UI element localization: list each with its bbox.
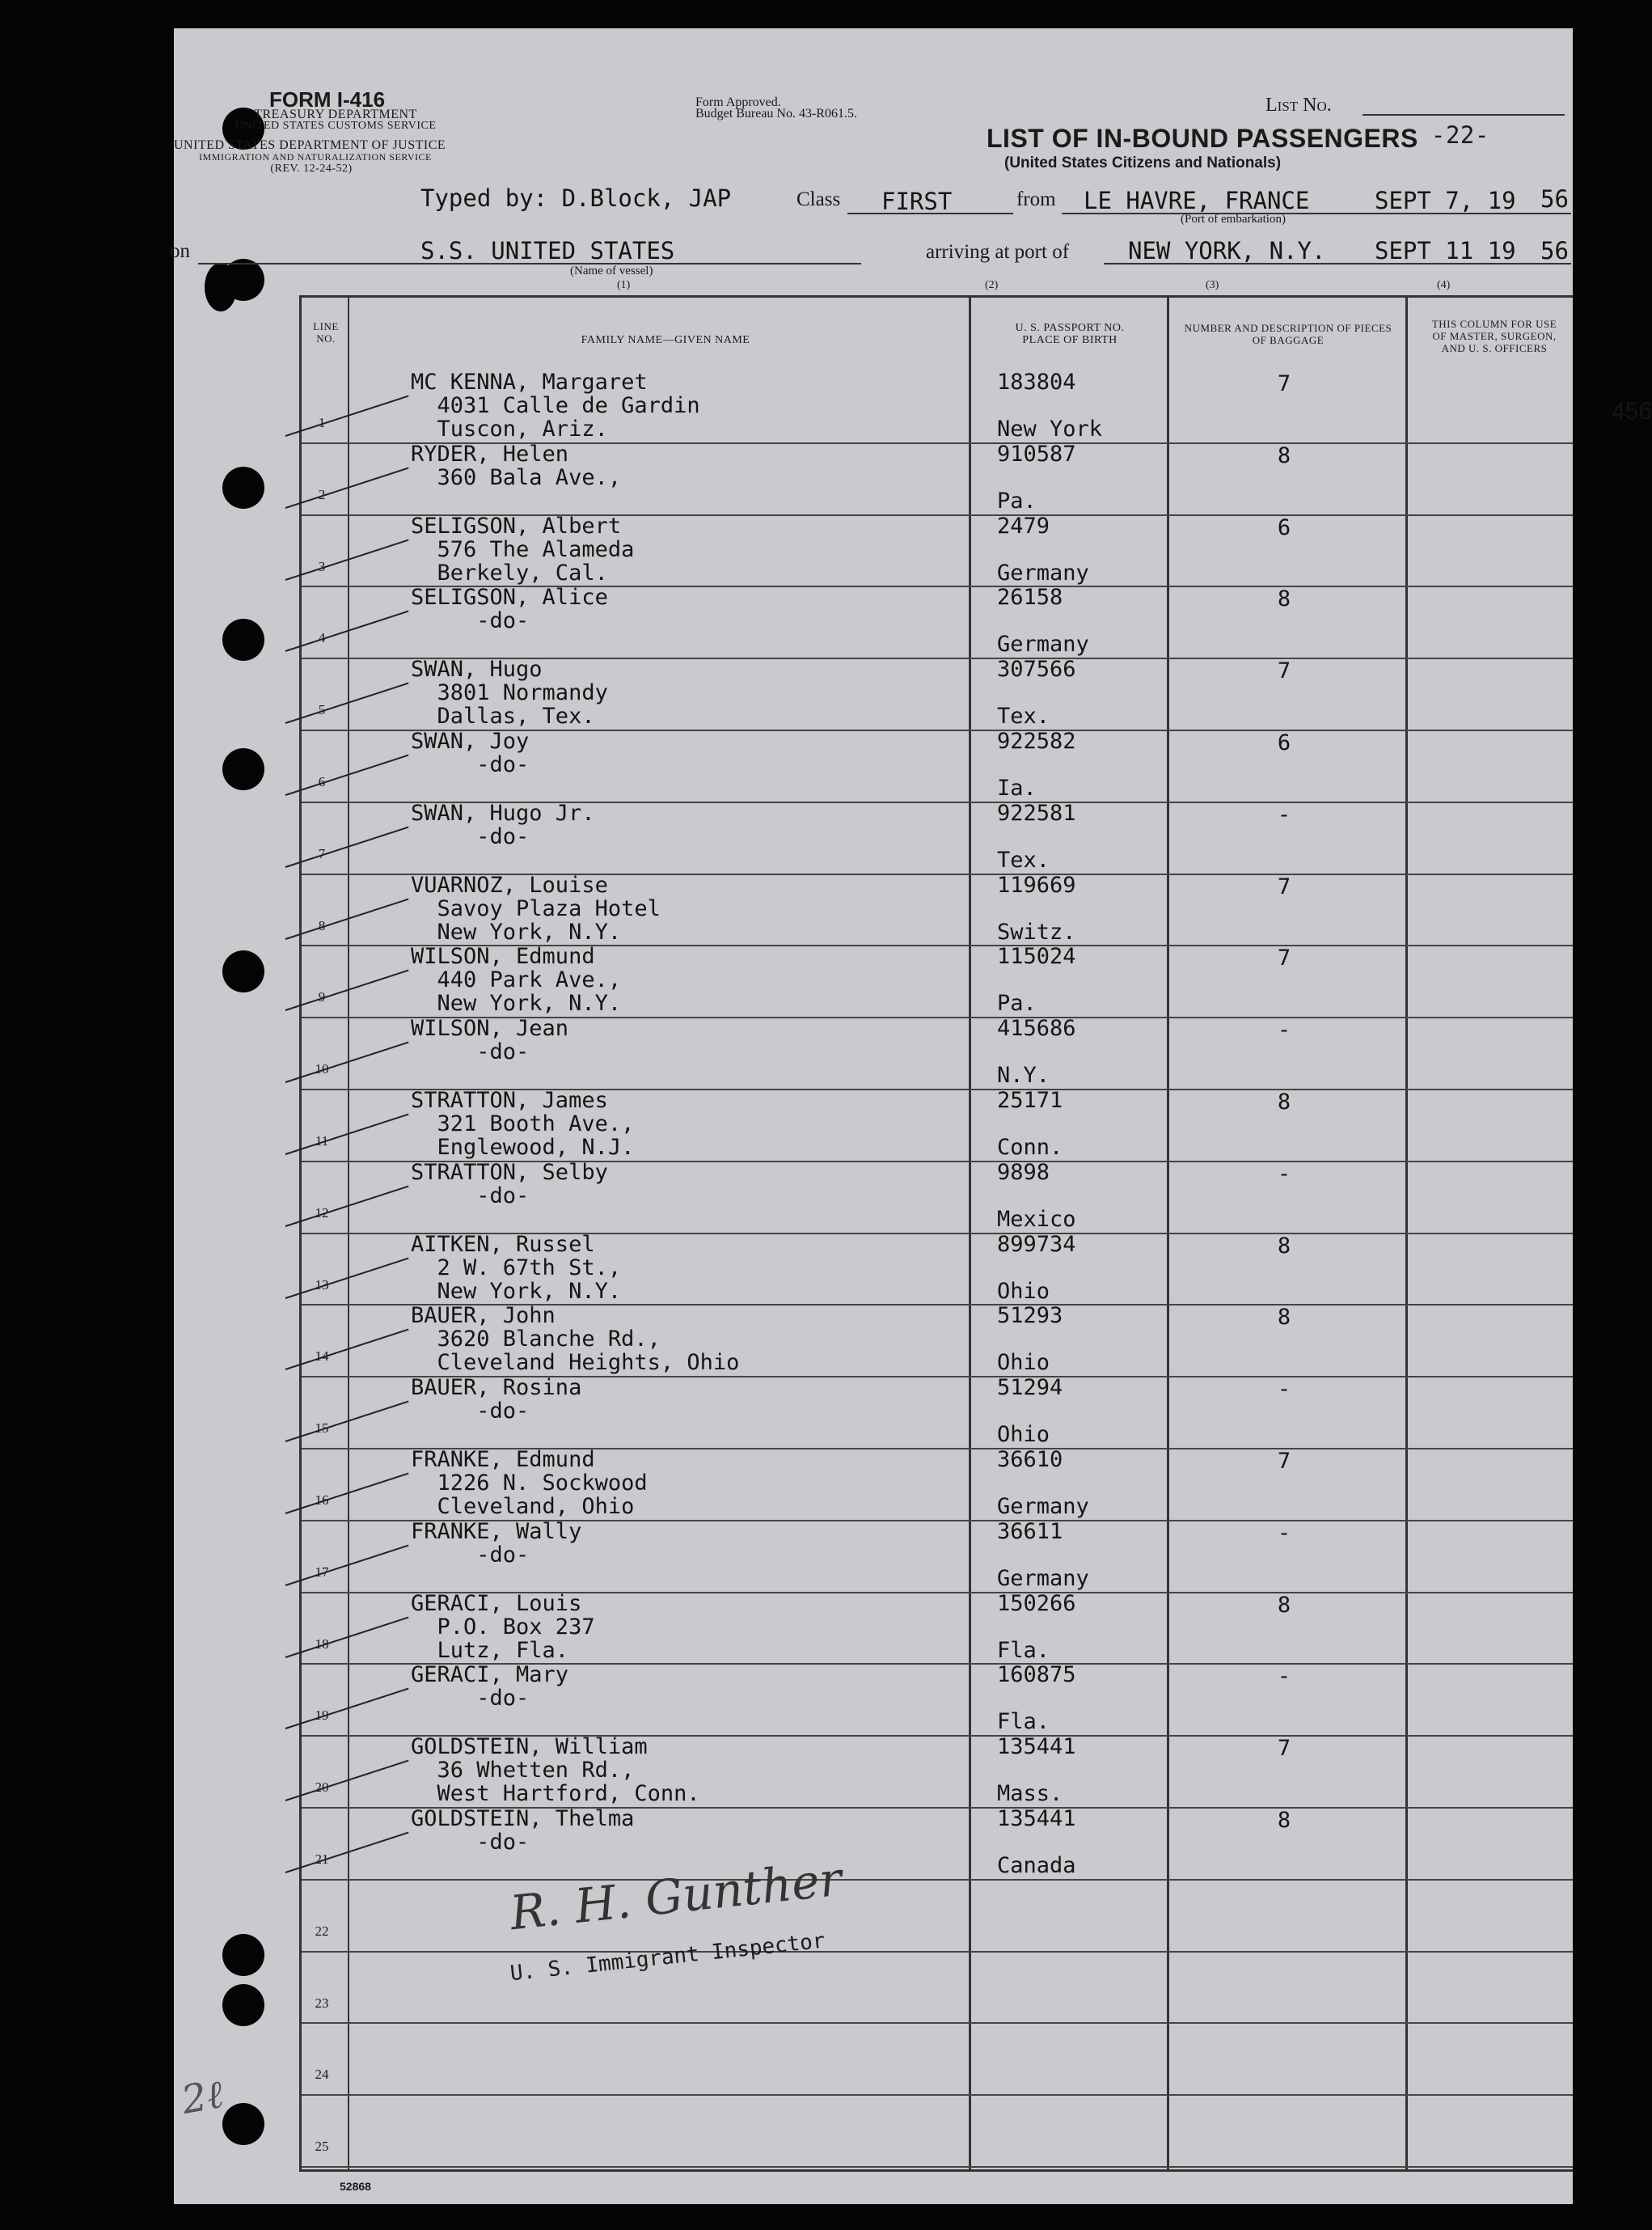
place-of-birth: New York xyxy=(997,417,1103,442)
passenger-name-address: GERACI, Louis P.O. Box 237 Lutz, Fla. xyxy=(411,1590,595,1663)
line-number: 25 xyxy=(315,2139,329,2155)
baggage-count: - xyxy=(1277,1664,1291,1690)
port-of-embarkation: LE HAVRE, FRANCE xyxy=(1084,187,1310,214)
passport-number: 51293 xyxy=(997,1303,1063,1329)
baggage-count: 8 xyxy=(1277,1592,1291,1618)
place-of-birth: Tex. xyxy=(997,847,1050,873)
place-of-birth: Canada xyxy=(997,1853,1076,1878)
passenger-name-address: RYDER, Helen 360 Bala Ave., xyxy=(411,441,622,490)
header-passport: U. S. PASSPORT NO. PLACE OF BIRTH xyxy=(1015,322,1125,346)
passport-number: 415686 xyxy=(997,1016,1076,1042)
line-number: 21 xyxy=(315,1851,329,1867)
passport-number: 119669 xyxy=(997,872,1076,898)
header-line-no: LINE NO. xyxy=(313,320,339,345)
list-number: -22- xyxy=(1431,121,1489,149)
passenger-table xyxy=(299,295,1652,2172)
place-of-birth: Mexico xyxy=(997,1206,1076,1232)
form-subtitle: (United States Citizens and Nationals) xyxy=(1004,154,1282,171)
place-of-birth: Ohio xyxy=(997,1350,1050,1376)
line-number: 1 xyxy=(318,415,326,430)
line-number: 11 xyxy=(315,1133,329,1149)
place-of-birth: Mass. xyxy=(997,1781,1063,1807)
from-label: from xyxy=(1016,188,1056,210)
passport-number: 183804 xyxy=(997,370,1076,395)
row-divider xyxy=(302,1951,1573,1953)
baggage-count: 6 xyxy=(1277,730,1291,755)
baggage-count: 7 xyxy=(1277,946,1291,971)
line-number: 18 xyxy=(315,1635,329,1652)
place-of-birth: Germany xyxy=(997,632,1089,658)
place-of-birth: Fla. xyxy=(997,1709,1050,1735)
passport-number: 307566 xyxy=(997,657,1076,683)
passenger-name-address: WILSON, Jean -do- xyxy=(411,1016,569,1065)
passport-number: 115024 xyxy=(997,944,1076,970)
header-name: FAMILY NAME—GIVEN NAME xyxy=(581,334,750,346)
baggage-count: 8 xyxy=(1277,1090,1291,1115)
punch-hole xyxy=(222,1984,264,2026)
place-of-birth: Switz. xyxy=(997,919,1076,945)
place-of-birth: Tex. xyxy=(997,704,1050,730)
row-divider xyxy=(302,2022,1573,2024)
line-number: 8 xyxy=(318,917,326,933)
line-number: 13 xyxy=(315,1276,329,1293)
punch-hole xyxy=(222,467,264,509)
line-number: 19 xyxy=(315,1707,329,1724)
form-approved: Form Approved. xyxy=(695,95,781,109)
line-number: 12 xyxy=(315,1204,329,1221)
baggage-count: 7 xyxy=(1277,1736,1291,1762)
baggage-count: 7 xyxy=(1277,371,1291,396)
baggage-count: 7 xyxy=(1277,874,1291,899)
passenger-name-address: FRANKE, Wally -do- xyxy=(411,1518,582,1568)
passport-number: 160875 xyxy=(997,1662,1076,1688)
form-title: LIST OF IN-BOUND PASSENGERS xyxy=(987,124,1418,153)
line-number: 20 xyxy=(315,1779,329,1796)
passenger-name-address: SELIGSON, Albert 576 The Alameda Berkely, Cal. xyxy=(411,513,635,586)
passenger-name-address: MC KENNA, Margaret 4031 Calle de Gardin Tuscon, Ariz. xyxy=(411,370,700,442)
passenger-name-address: STRATTON, Selby -do- xyxy=(411,1159,608,1208)
baggage-count: - xyxy=(1277,802,1291,827)
place-of-birth: Fla. xyxy=(997,1637,1050,1663)
line-number: 3 xyxy=(318,558,326,574)
place-of-birth: Germany xyxy=(997,560,1089,586)
row-divider xyxy=(302,1879,1573,1881)
passport-number: 25171 xyxy=(997,1088,1063,1113)
arrival-port: NEW YORK, N.Y. xyxy=(1128,237,1326,264)
revision-date: (REV. 12-24-52) xyxy=(270,163,353,175)
arrival-date: SEPT 11 19 xyxy=(1375,237,1516,264)
passenger-name-address: BAUER, John 3620 Blanche Rd., Cleveland Heights, Ohio xyxy=(411,1303,740,1376)
row-divider xyxy=(302,2094,1573,2096)
justice-department: UNITED STATES DEPARTMENT OF JUSTICE xyxy=(174,138,446,152)
passport-number: 36611 xyxy=(997,1518,1063,1544)
passenger-name-address: SWAN, Hugo Jr. -do- xyxy=(411,800,595,849)
punch-hole xyxy=(222,259,264,301)
passport-number: 36610 xyxy=(997,1447,1063,1472)
baggage-count: - xyxy=(1277,1018,1291,1043)
passport-number: 922582 xyxy=(997,729,1076,754)
footer-code: 52868 xyxy=(340,2180,371,2193)
line-number: 9 xyxy=(318,989,326,1005)
baggage-count: 7 xyxy=(1277,658,1291,684)
passenger-name-address: STRATTON, James 321 Booth Ave., Englewood, N.J. xyxy=(411,1088,635,1160)
baggage-count: - xyxy=(1277,1520,1291,1546)
manifest-sheet xyxy=(170,28,1652,2204)
departure-year: 56 xyxy=(1540,185,1569,213)
passport-number: 899734 xyxy=(997,1231,1076,1257)
treasury-department: TREASURY DEPARTMENT xyxy=(254,108,417,121)
line-number: 5 xyxy=(318,702,326,718)
budget-bureau: Budget Bureau No. 43-R061.5. xyxy=(695,107,857,121)
passport-number: 135441 xyxy=(997,1806,1076,1831)
margin-note: 2ℓ xyxy=(178,2071,227,2123)
passport-number: 910587 xyxy=(997,441,1076,467)
line-number: 22 xyxy=(315,1923,329,1939)
ins-service: IMMIGRATION AND NATURALIZATION SERVICE xyxy=(199,151,432,163)
baggage-count: - xyxy=(1277,1377,1291,1403)
passenger-name-address: SWAN, Hugo 3801 Normandy Dallas, Tex. xyxy=(411,657,608,730)
header-officers: THIS COLUMN FOR USE OF MASTER, SURGEON, AND U. S. OFFICERS xyxy=(1431,318,1557,354)
port-embarkation-label: (Port of embarkation) xyxy=(1181,213,1286,226)
baggage-count: 6 xyxy=(1277,514,1291,540)
punch-hole xyxy=(222,1934,264,1976)
passenger-name-address: VUARNOZ, Louise Savoy Plaza Hotel New York, N.Y. xyxy=(411,872,661,945)
baggage-count: 8 xyxy=(1277,586,1291,612)
passenger-name-address: SWAN, Joy -do- xyxy=(411,729,530,777)
inspector-signature: R. H. Gunther xyxy=(507,1851,845,1941)
customs-service: UNITED STATES CUSTOMS SERVICE xyxy=(234,120,437,132)
line-number: 16 xyxy=(315,1492,329,1508)
passport-number: 26158 xyxy=(997,585,1063,611)
passenger-name-address: GERACI, Mary -do- xyxy=(411,1662,569,1712)
baggage-count: 7 xyxy=(1277,1449,1291,1474)
place-of-birth: Ia. xyxy=(997,776,1037,801)
header-baggage: NUMBER AND DESCRIPTION OF PIECES OF BAGGAGE xyxy=(1184,322,1392,346)
passenger-name-address: BAUER, Rosina -do- xyxy=(411,1375,582,1424)
column-3-number: (3) xyxy=(1206,279,1219,291)
arrival-year: 56 xyxy=(1540,237,1569,264)
vessel-name: S.S. UNITED STATES xyxy=(420,237,675,264)
vessel-name-label: (Name of vessel) xyxy=(570,264,653,277)
line-number: 14 xyxy=(315,1348,329,1365)
passenger-name-address: GOLDSTEIN, William 36 Whetten Rd., West Hartford, Conn. xyxy=(411,1734,700,1807)
punch-hole xyxy=(222,2103,264,2145)
column-2-number: (2) xyxy=(985,279,999,291)
passenger-name-address: AITKEN, Russel 2 W. 67th St., New York, N.Y. xyxy=(411,1231,622,1304)
passenger-name-address: FRANKE, Edmund 1226 N. Sockwood Cleveland, Ohio xyxy=(411,1447,648,1519)
baggage-count: 8 xyxy=(1277,442,1291,468)
line-number: 4 xyxy=(318,630,326,646)
officer-notation: 456 xyxy=(1612,398,1652,425)
place-of-birth: Pa. xyxy=(997,488,1037,514)
list-no-label: List No. xyxy=(1265,95,1332,116)
baggage-count: 8 xyxy=(1277,1233,1291,1259)
place-of-birth: Ohio xyxy=(997,1278,1050,1304)
line-number: 6 xyxy=(318,774,326,789)
baggage-count: 8 xyxy=(1277,1305,1291,1331)
baggage-count: 8 xyxy=(1277,1808,1291,1833)
class-value: FIRST xyxy=(881,188,953,215)
passport-number: 922581 xyxy=(997,800,1076,826)
column-4-number: (4) xyxy=(1437,279,1451,291)
line-number: 2 xyxy=(318,486,326,502)
line-number: 10 xyxy=(315,1061,329,1077)
place-of-birth: Ohio xyxy=(997,1422,1050,1448)
departure-date: SEPT 7, 19 xyxy=(1375,187,1516,214)
baggage-count: - xyxy=(1277,1161,1291,1187)
row-divider xyxy=(302,2166,1573,2168)
punch-hole xyxy=(222,950,264,992)
passport-number: 9898 xyxy=(997,1159,1050,1185)
passenger-name-address: GOLDSTEIN, Thelma -do- xyxy=(411,1806,635,1855)
punch-hole xyxy=(222,748,264,790)
line-number: 15 xyxy=(315,1420,329,1437)
on-label: on xyxy=(170,240,190,262)
column-1-number: (1) xyxy=(617,279,631,291)
class-label: Class xyxy=(796,188,841,210)
place-of-birth: N.Y. xyxy=(997,1063,1050,1089)
place-of-birth: Conn. xyxy=(997,1135,1063,1160)
line-number: 23 xyxy=(315,1995,329,2011)
passport-number: 135441 xyxy=(997,1734,1076,1760)
punch-hole xyxy=(222,619,264,661)
line-number: 7 xyxy=(318,845,326,861)
place-of-birth: Germany xyxy=(997,1565,1089,1591)
typed-by: Typed by: D.Block, JAP xyxy=(420,184,732,212)
place-of-birth: Germany xyxy=(997,1494,1089,1519)
line-number: 24 xyxy=(315,2067,329,2083)
inspector-stamp: U. S. Immigrant Inspector xyxy=(509,1928,826,1987)
line-number: 17 xyxy=(315,1564,329,1580)
passenger-name-address: WILSON, Edmund 440 Park Ave., New York, N.Y. xyxy=(411,944,622,1017)
arriving-label: arriving at port of xyxy=(926,241,1070,263)
passenger-name-address: SELIGSON, Alice -do- xyxy=(411,585,608,634)
place-of-birth: Pa. xyxy=(997,991,1037,1017)
passport-number: 150266 xyxy=(997,1590,1076,1616)
passport-number: 2479 xyxy=(997,513,1050,539)
form-number: FORM I-416 xyxy=(269,87,386,112)
passport-number: 51294 xyxy=(997,1375,1063,1401)
